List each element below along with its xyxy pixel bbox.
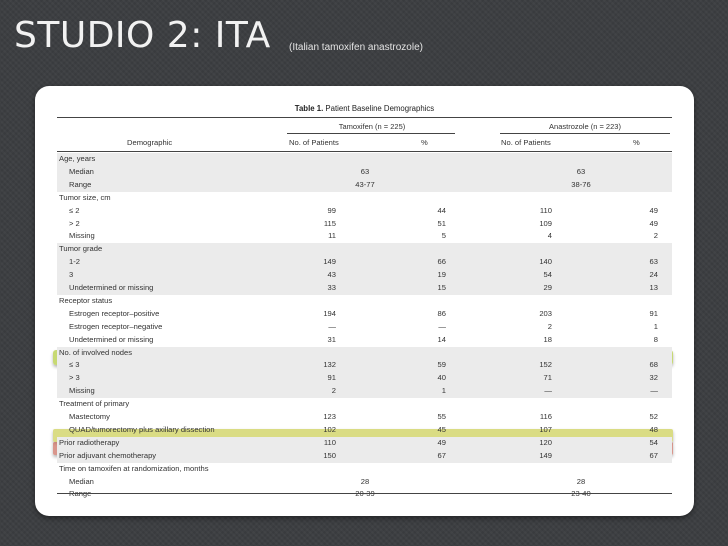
col-header-pct-anastrozole: % — [633, 138, 640, 147]
cell-anastrozole-patients: 110 — [539, 205, 552, 215]
row-label: Range — [69, 179, 92, 189]
cell-tamoxifen-pct: 49 — [437, 437, 446, 447]
cell-tamoxifen-pct: 19 — [437, 270, 446, 280]
cell-anastrozole-pct: 1 — [653, 321, 658, 331]
cell-tamoxifen-patients: 31 — [327, 334, 336, 344]
table-row — [57, 488, 672, 501]
row-label: Treatment of primary — [59, 399, 130, 409]
cell-tamoxifen-patients: 110 — [323, 437, 336, 447]
col-header-patients-tamoxifen: No. of Patients — [289, 138, 339, 147]
table-row — [57, 359, 672, 372]
table-caption-text: Patient Baseline Demographics — [325, 104, 435, 113]
row-label: 1-2 — [69, 257, 80, 267]
cell-anastrozole-pct: 13 — [649, 283, 658, 292]
row-label: ≤ 2 — [69, 205, 80, 215]
cell-anastrozole-pct: — — [650, 386, 658, 396]
cell-tamoxifen-pct: 59 — [437, 360, 446, 370]
table-row — [57, 192, 672, 205]
table-row — [57, 230, 672, 243]
cell-anastrozole-patients: 116 — [539, 412, 552, 421]
cell-tamoxifen-pct: 45 — [437, 424, 446, 434]
table-row — [57, 179, 672, 192]
cell-anastrozole-pct: 67 — [649, 450, 658, 460]
table-bottom-rule — [57, 493, 672, 494]
cell-anastrozole-pct: 52 — [649, 412, 658, 421]
table-row — [57, 334, 672, 347]
row-label: Age, years — [59, 154, 96, 163]
cell-anastrozole-summary: 28 — [576, 476, 586, 486]
cell-anastrozole-patients: 149 — [539, 450, 552, 460]
col-header-demographic: Demographic — [127, 138, 173, 147]
table-row — [57, 256, 672, 269]
table-row — [57, 372, 672, 385]
row-label: ≤ 3 — [69, 360, 80, 370]
cell-anastrozole-summary: 38-76 — [571, 179, 591, 189]
cell-tamoxifen-summary: 43-77 — [355, 179, 375, 189]
table-caption — [35, 104, 694, 113]
cell-tamoxifen-pct: 40 — [437, 373, 446, 383]
cell-anastrozole-pct: 49 — [649, 218, 658, 228]
row-label: > 3 — [69, 373, 80, 383]
cell-tamoxifen-patients: 43 — [327, 270, 336, 280]
row-label: Undetermined or missing — [69, 283, 154, 292]
cell-tamoxifen-patients: 102 — [323, 424, 336, 434]
cell-anastrozole-patients: 54 — [543, 270, 552, 280]
table-row — [57, 269, 672, 282]
table-row — [57, 476, 672, 489]
row-label: Tumor size, cm — [59, 192, 111, 202]
cell-anastrozole-pct: 91 — [649, 308, 658, 318]
cell-tamoxifen-summary: 20-39 — [355, 489, 375, 499]
cell-anastrozole-pct: 2 — [653, 231, 658, 241]
cell-tamoxifen-patients: 115 — [323, 218, 336, 228]
row-label: Time on tamoxifen at randomization, months — [59, 463, 209, 473]
cell-tamoxifen-pct: 15 — [437, 283, 446, 292]
cell-anastrozole-patients: 120 — [539, 437, 552, 447]
row-label: Prior adjuvant chemotherapy — [59, 450, 157, 460]
table-row — [57, 205, 672, 218]
table-row — [57, 385, 672, 398]
col-header-pct-tamoxifen: % — [421, 138, 428, 147]
col-header-patients-anastrozole: No. of Patients — [501, 138, 551, 147]
row-label: Tumor grade — [59, 244, 103, 254]
table-row — [57, 166, 672, 179]
table-card — [35, 86, 694, 516]
cell-tamoxifen-pct: 51 — [437, 218, 446, 228]
table-row — [57, 295, 672, 308]
cell-tamoxifen-patients: — — [328, 321, 336, 331]
row-label: Median — [69, 476, 94, 486]
cell-tamoxifen-summary: 63 — [360, 166, 370, 176]
table-row — [57, 243, 672, 256]
cell-tamoxifen-patients: 91 — [327, 373, 336, 383]
table-row — [57, 347, 672, 360]
table-row — [57, 424, 672, 437]
cell-anastrozole-summary: 23-40 — [571, 489, 591, 499]
table-row — [57, 308, 672, 321]
row-label: > 2 — [69, 218, 80, 228]
group-header-anastrozole: Anastrozole (n = 223) — [549, 122, 621, 131]
row-label: 3 — [69, 270, 74, 280]
table-row — [57, 321, 672, 334]
cell-anastrozole-summary: 63 — [576, 166, 586, 176]
cell-tamoxifen-patients: 11 — [328, 231, 336, 241]
table-row — [57, 282, 672, 295]
cell-tamoxifen-pct: — — [438, 321, 446, 331]
row-label: Prior radiotherapy — [59, 437, 120, 447]
row-label: Missing — [69, 231, 95, 241]
cell-tamoxifen-pct: 5 — [441, 231, 446, 241]
cell-tamoxifen-pct: 67 — [437, 450, 446, 460]
cell-anastrozole-patients: 109 — [539, 218, 552, 228]
cell-anastrozole-pct: 24 — [649, 270, 658, 280]
cell-anastrozole-patients: 29 — [543, 283, 552, 292]
cell-anastrozole-patients: 203 — [539, 308, 552, 318]
table-caption-number: Table 1. — [294, 104, 324, 113]
cell-anastrozole-pct: 8 — [653, 334, 658, 344]
cell-tamoxifen-pct: 1 — [441, 386, 446, 396]
row-label: Missing — [69, 386, 95, 396]
row-label: Undetermined or missing — [69, 334, 154, 344]
cell-anastrozole-patients: 107 — [539, 424, 552, 434]
cell-tamoxifen-pct: 55 — [437, 412, 446, 421]
cell-anastrozole-patients: — — [544, 386, 552, 396]
cell-anastrozole-patients: 4 — [547, 231, 552, 241]
row-label: Receptor status — [59, 295, 113, 305]
table-row — [57, 153, 672, 166]
cell-tamoxifen-pct: 66 — [437, 257, 446, 267]
group-underline-anastrozole — [500, 133, 670, 134]
table-top-rule — [57, 117, 672, 118]
cell-anastrozole-pct: 49 — [649, 205, 658, 215]
cell-tamoxifen-patients: 149 — [323, 257, 336, 267]
table-row — [57, 411, 672, 424]
cell-anastrozole-patients: 71 — [543, 373, 552, 383]
cell-anastrozole-pct: 54 — [649, 437, 658, 447]
row-label: Mastectomy — [69, 412, 110, 421]
row-label: QUAD/tumorectomy plus axillary dissection — [69, 424, 215, 434]
table-row — [57, 450, 672, 463]
row-label: Estrogen receptor–positive — [69, 308, 160, 318]
row-label: Median — [69, 166, 94, 176]
row-label: Range — [69, 489, 92, 499]
table-row — [57, 398, 672, 411]
cell-anastrozole-pct: 68 — [649, 360, 658, 370]
cell-tamoxifen-summary: 28 — [360, 476, 370, 486]
cell-tamoxifen-patients: 132 — [323, 360, 336, 370]
cell-tamoxifen-patients: 33 — [327, 283, 336, 292]
cell-tamoxifen-patients: 194 — [323, 308, 336, 318]
cell-tamoxifen-pct: 44 — [437, 205, 446, 215]
table-row — [57, 437, 672, 450]
row-label: No. of involved nodes — [59, 347, 133, 357]
slide-subtitle: (Italian tamoxifen anastrozole) — [289, 42, 423, 53]
cell-tamoxifen-patients: 123 — [323, 412, 336, 421]
cell-anastrozole-pct: 63 — [649, 257, 658, 267]
cell-tamoxifen-pct: 14 — [437, 334, 446, 344]
group-header-tamoxifen: Tamoxifen (n = 225) — [338, 122, 406, 131]
group-underline-tamoxifen — [287, 133, 455, 134]
cell-anastrozole-pct: 48 — [649, 424, 658, 434]
cell-anastrozole-patients: 2 — [547, 321, 552, 331]
cell-anastrozole-patients: 18 — [543, 334, 552, 344]
slide-title: STUDIO 2: ITA — [14, 15, 271, 56]
cell-anastrozole-pct: 32 — [649, 373, 658, 383]
row-label: Estrogen receptor–negative — [69, 321, 163, 331]
cell-tamoxifen-patients: 2 — [331, 386, 336, 396]
cell-tamoxifen-patients: 99 — [327, 205, 336, 215]
table-row — [57, 218, 672, 231]
cell-tamoxifen-patients: 150 — [323, 450, 336, 460]
cell-anastrozole-patients: 140 — [539, 257, 552, 267]
cell-anastrozole-patients: 152 — [539, 360, 552, 370]
table-row — [57, 463, 672, 476]
header-bottom-rule — [57, 151, 672, 152]
cell-tamoxifen-pct: 86 — [437, 308, 446, 318]
